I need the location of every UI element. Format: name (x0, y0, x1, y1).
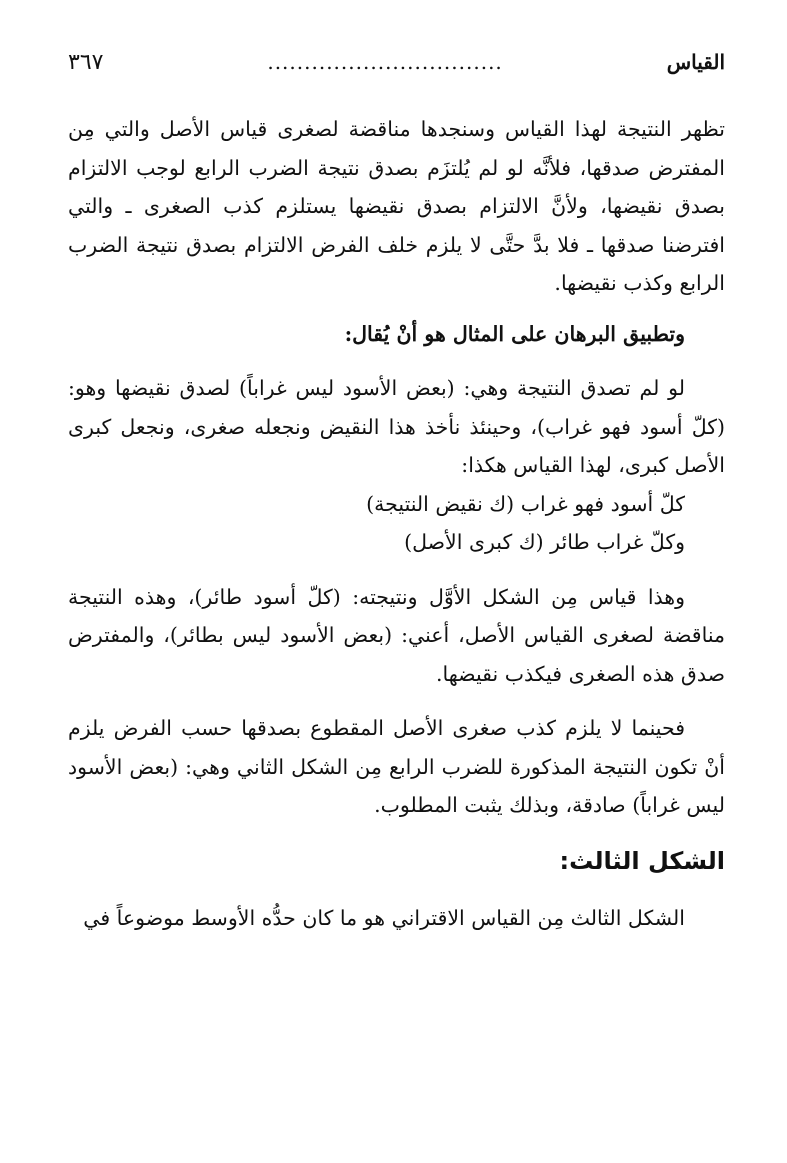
paragraph-conclusion: فحينما لا يلزم كذب صغرى الأصل المقطوع بصدقها حسب الفرض يلزم أنْ تكون النتيجة المذكورة للضرب الرابع مِن الشكل الثاني وهي: (بعض الأسود ليس غراباً) صادقة، وبذلك يثبت المطلوب. (68, 716, 726, 817)
paragraph-third-figure: الشكل الثالث مِن القياس الاقتراني هو ما كان حدُّه الأوسط موضوعاً في (83, 905, 685, 930)
syllogism-premise-major: وكلّ غراب طائر (ك كبرى الأصل) (404, 530, 685, 554)
header-leader-dots: ................................ (267, 50, 503, 74)
body-text (68, 110, 725, 937)
syllogism-block (68, 485, 725, 562)
paragraph-proof-example: لو لم تصدق النتيجة وهي: (بعض الأسود ليس غراباً) لصدق نقيضها وهو: (كلّ أسود فهو غراب)، وحينئذ نأخذ هذا النقيض ونجعله صغرى، ونجعل كبرى الأصل كبرى، لهذا القياس هكذا: (68, 376, 725, 477)
paragraph-first-figure: وهذا قياس مِن الشكل الأوَّل ونتيجته: (كلّ أسود طائر)، وهذه النتيجة مناقضة لصغرى القياس الأصل، أعني: (بعض الأسود ليس بطائر)، والمفترض صدق هذه الصغرى فيكذب نقيضها. (68, 584, 725, 686)
paragraph-intro: تظهر النتيجة لهذا القياس وسنجدها مناقضة لصغرى قياس الأصل والتي مِن المفترض صدقها، فلأنَّه لو لم يُلتزَم بصدق نتيجة الضرب الرابع لوجب الالتزام بصدق نقيضها، ولأنَّ الالتزام بصدق نقيضها يستلزم كذب الصغرى ـ والتي افترضنا صدقها ـ فلا بدَّ حتَّى لا يلزم خلف الفرض الالتزام بصدق نتيجة الضرب الرابع وكذب نقيضها. (68, 117, 725, 295)
chapter-title: القياس (666, 50, 725, 74)
running-header (68, 50, 725, 86)
book-page (68, 0, 725, 1163)
section-heading: الشكل الثالث: (559, 846, 725, 875)
paragraph-proof-lead: وتطبيق البرهان على المثال هو أنْ يُقال: (344, 321, 685, 346)
syllogism-premise-minor: كلّ أسود فهو غراب (ك نقيض النتيجة) (366, 491, 685, 516)
page-number: ٣٦٧ (68, 50, 104, 75)
